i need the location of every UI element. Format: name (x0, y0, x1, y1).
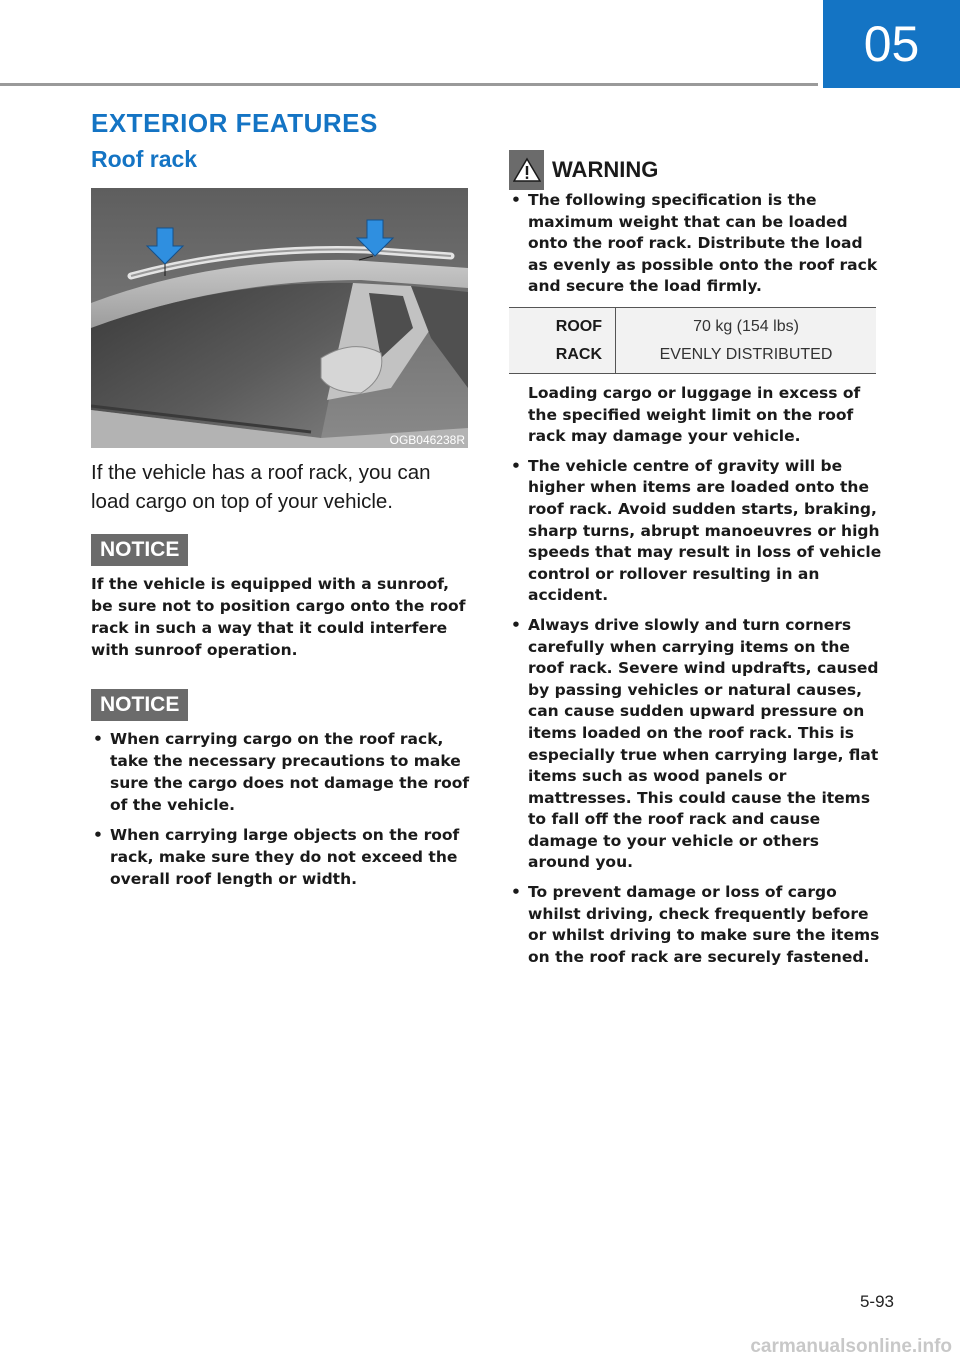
list-item: • To prevent damage or loss of cargo whilst driving, check frequently before or whilst driving to make sure the items on the roof rack are securely fastened. (509, 882, 885, 968)
warning-triangle-icon (509, 150, 544, 190)
chapter-tab (823, 0, 960, 88)
intro-paragraph: If the vehicle has a roof rack, you can load cargo on top of your vehicle. (91, 461, 431, 513)
warning-item-1-continued: Loading cargo or luggage in excess of the specified weight limit on the roof rack may damage your vehicle. (528, 384, 861, 446)
watermark: carmanualsonline.info (750, 1336, 952, 1357)
image-code: OGB046238R (389, 433, 465, 447)
spec-label-cell (509, 308, 616, 373)
list-item: • The following specification is the maximum weight that can be loaded onto the roof rack. Distribute the load as evenly as possible onto the roof rack and secure the load firmly. (509, 190, 885, 298)
spec-value-weight: 70 kg (154 lbs) (693, 317, 799, 335)
warning-header (509, 150, 658, 190)
list-item: • The vehicle centre of gravity will be higher when items are loaded onto the roof rack. Avoid sudden starts, braking, sharp turns, abrupt manoeuvres or high speeds that may result in loss of vehicle control or rollover resulting in an accident. (509, 456, 885, 607)
spec-value-distribution: EVENLY DISTRIBUTED (659, 345, 833, 363)
warning-label: WARNING (552, 157, 659, 182)
chapter-number: 05 (863, 16, 920, 72)
spec-label-line1: ROOF (555, 317, 602, 335)
roof-rack-spec-table (509, 307, 876, 374)
list-item: • When carrying cargo on the roof rack, take the necessary precautions to make sure the cargo does not damage the roof of the vehicle. (91, 728, 471, 816)
subsection-title: Roof rack (91, 146, 198, 172)
notice-text-1: If the vehicle is equipped with a sunroof, be sure not to position cargo onto the roof rack in such a way that it could interfere with sunroof operation. (91, 575, 466, 659)
notice-label-1: NOTICE (91, 534, 188, 566)
notice-label-2: NOTICE (91, 689, 188, 721)
page-number: 5-93 (859, 1292, 894, 1311)
car-roof-illustration (91, 188, 468, 448)
header-rule (0, 83, 818, 86)
list-item: • Always drive slowly and turn corners carefully when carrying items on the roof rack. Severe wind updrafts, caused by passing vehicles or natural causes, can cause sudden upward pressure on items loaded on the roof rack. This is especially true when carrying large, flat items such as wood panels or mattresses. This could cause the items to fall off the roof rack and cause damage to your vehicle or others around you. (509, 615, 885, 874)
spec-label-line2: RACK (555, 345, 602, 363)
list-item: • When carrying large objects on the roof rack, make sure they do not exceed the overall roof length or width. (91, 824, 471, 890)
spec-value-cell (616, 308, 876, 373)
roof-rack-figure (91, 188, 468, 448)
warning-item-1 (509, 190, 885, 306)
notice-list-2 (91, 728, 471, 898)
warning-list-continued (509, 383, 885, 976)
section-title: EXTERIOR FEATURES (91, 108, 378, 138)
